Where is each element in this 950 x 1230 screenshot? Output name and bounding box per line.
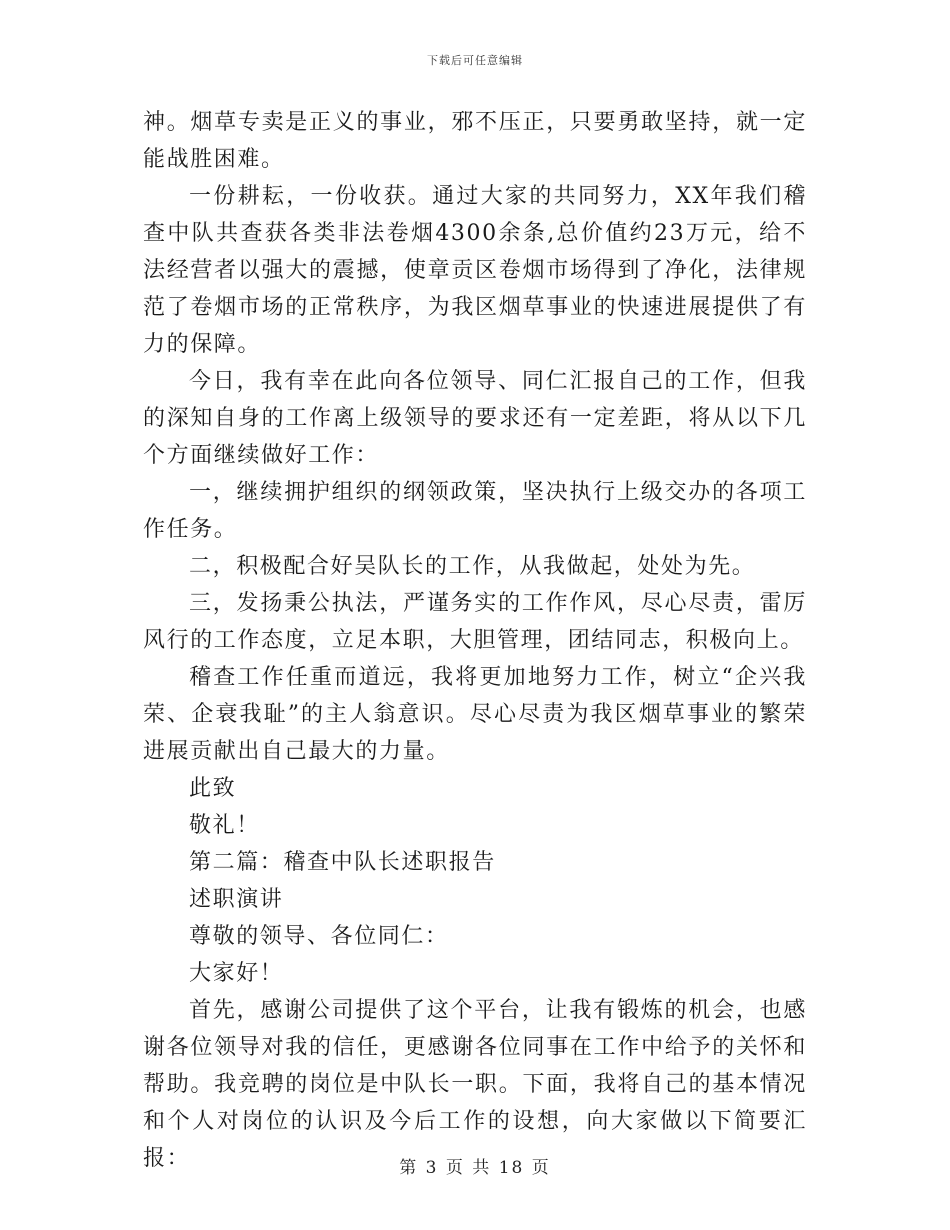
- paragraph-report-intro: 今日，我有幸在此向各位领导、同仁汇报自己的工作，但我的深知自身的工作离上级领导的要求还有一定差距，将从以下几个方面继续做好工作：: [143, 369, 807, 468]
- paragraph-continuation: 神。烟草专卖是正义的事业，邪不压正，只要勇敢坚持，就一定能战胜困难。: [143, 110, 807, 172]
- salutation: 尊敬的领导、各位同仁：: [189, 924, 449, 949]
- document-body: [143, 104, 807, 1177]
- page-header: 下载后可任意编辑: [427, 54, 523, 67]
- paragraph-commitment: 稽查工作任重而道远，我将更加地努力工作，树立“企兴我荣、企衰我耻”的主人翁意识。尽心尽责为我区烟草事业的繁荣进展贡献出自己最大的力量。: [143, 665, 807, 764]
- closing-cizhi: 此致: [189, 776, 237, 801]
- page-number: 第 3 页 共 18 页: [399, 1158, 551, 1178]
- paragraph-thanks: 首先，感谢公司提供了这个平台，让我有锻炼的机会，也感谢各位领导对我的信任，更感谢各位同事在工作中给予的关怀和帮助。我竞聘的岗位是中队长一职。下面，我将自己的基本情况和个人对岗位的认识及今后工作的设想，向大家做以下简要汇报：: [143, 998, 807, 1171]
- greeting: 大家好！: [189, 961, 284, 986]
- paragraph-results: 一份耕耘，一份收获。通过大家的共同努力，XX年我们稽查中队共查获各类非法卷烟4300余条,总价值约23万元，给不法经营者以强大的震撼，使章贡区卷烟市场得到了净化，法律规范了卷烟市场的正常秩序，为我区烟草事业的快速进展提供了有力的保障。: [143, 184, 807, 357]
- paragraph-point-one: 一，继续拥护组织的纲领政策，坚决执行上级交办的各项工作任务。: [143, 480, 807, 542]
- paragraph-point-three: 三，发扬秉公执法，严谨务实的工作作风，尽心尽责，雷厉风行的工作态度，立足本职，大胆管理，团结同志，积极向上。: [143, 591, 807, 653]
- paragraph-point-two: 二，积极配合好吴队长的工作，从我做起，处处为先。: [189, 554, 756, 579]
- speech-label: 述职演讲: [189, 887, 284, 912]
- closing-jingli: 敬礼！: [189, 813, 260, 838]
- section-title: 第二篇：稽查中队长述职报告: [189, 850, 496, 875]
